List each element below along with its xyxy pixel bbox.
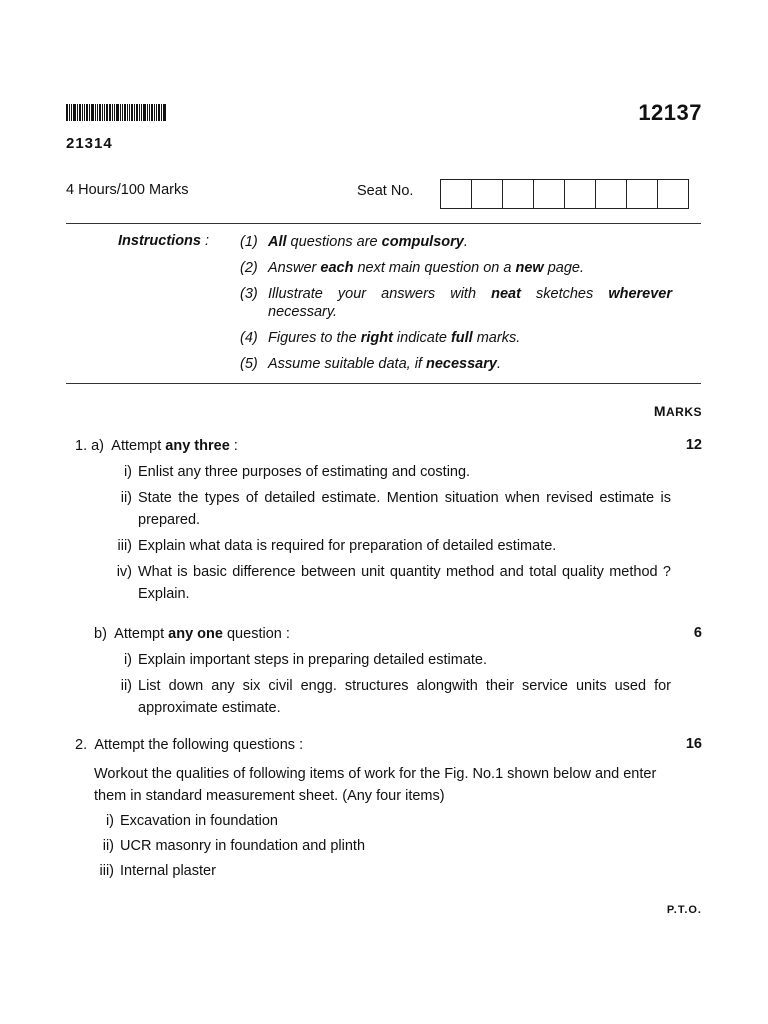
instruction-item	[240, 285, 672, 321]
barcode-bar	[77, 104, 78, 121]
barcode-bar	[102, 104, 103, 121]
sub-question	[110, 675, 671, 719]
sub-question	[110, 487, 671, 531]
text-run: marks.	[472, 330, 521, 346]
barcode-bar	[109, 104, 111, 121]
sub-question	[92, 835, 652, 857]
barcode-bar	[139, 104, 140, 121]
barcode-bar	[163, 104, 166, 121]
sub-question	[110, 561, 671, 605]
sub-question-number: ii)	[120, 490, 132, 506]
sub-question-number: i)	[105, 813, 114, 829]
seat-box[interactable]	[503, 179, 534, 209]
barcode-bar	[134, 104, 135, 121]
sub-question-text: Enlist any three purposes of estimating and costing.	[138, 464, 471, 480]
instruction-text	[268, 233, 672, 251]
sub-question-text: UCR masonry in foundation and plinth	[120, 838, 366, 854]
instruction-number: (4)	[240, 330, 258, 346]
text-run: Figures to the	[268, 330, 361, 346]
instruction-number: (3)	[240, 286, 258, 302]
marks-q1a: 12	[685, 437, 702, 453]
barcode-bar	[129, 104, 130, 121]
divider	[66, 383, 701, 384]
emphasis: new	[515, 260, 544, 276]
barcode-bar	[141, 104, 142, 121]
instructions-list	[240, 233, 672, 381]
sub-question-text: Internal plaster	[120, 863, 216, 879]
sub-question-text: Explain what data is required for preparation of detailed estimate.	[138, 538, 557, 554]
text-run: sketches	[520, 286, 609, 302]
text-run: Illustrate your answers with	[268, 286, 492, 302]
seat-box[interactable]	[441, 179, 472, 209]
sub-question-number: ii)	[120, 678, 132, 694]
divider	[66, 223, 701, 224]
instruction-item	[240, 355, 672, 373]
text-run: necessary.	[268, 304, 338, 320]
sub-question-text: Explain important steps in preparing detailed estimate.	[138, 652, 487, 668]
barcode-bar	[69, 104, 70, 121]
barcode-bar	[116, 104, 119, 121]
seat-number-boxes[interactable]	[440, 179, 689, 209]
instruction-text	[268, 285, 672, 321]
barcode-bar	[131, 104, 133, 121]
emphasis: compulsory	[381, 234, 464, 250]
sub-question-number: iv)	[116, 564, 132, 580]
emphasis: full	[450, 330, 473, 346]
emphasis: wherever	[608, 286, 673, 302]
barcode-bar	[79, 104, 81, 121]
text-run: questions are	[286, 234, 382, 250]
sub-question	[92, 810, 652, 832]
barcode-bar	[91, 104, 94, 121]
text-run: .	[463, 234, 468, 250]
barcode-bar	[95, 104, 96, 121]
sub-question-number: ii)	[102, 838, 114, 854]
seat-box[interactable]	[565, 179, 596, 209]
pto-label: P.T.O.	[666, 904, 702, 916]
instruction-number: (2)	[240, 260, 258, 276]
sub-question-text: Excavation in foundation	[120, 813, 278, 829]
seat-box[interactable]	[627, 179, 658, 209]
barcode-bar	[161, 104, 162, 121]
instruction-text	[268, 355, 672, 373]
question-2-body: Workout the qualities of following items of work for the Fig. No.1 shown below and enter them in standard measurement sheet. (Any four items)	[94, 766, 657, 804]
question-1b: b) Attempt any one question :	[94, 626, 290, 642]
text-run: Answer	[268, 260, 321, 276]
barcode-bar	[151, 104, 153, 121]
seat-box[interactable]	[472, 179, 503, 209]
barcode-bar	[147, 104, 148, 121]
text-run: .	[496, 356, 501, 372]
sub-question-text: State the types of detailed estimate. Mention situation when revised estimate is prepared.	[138, 490, 671, 528]
barcode-bar	[86, 104, 88, 121]
seat-label: Seat No.	[357, 183, 414, 199]
sub-question-text: What is basic difference between unit quantity method and total quality method ? Explain.	[138, 564, 671, 602]
instruction-number: (1)	[240, 234, 258, 250]
text-run: page.	[543, 260, 585, 276]
seat-box[interactable]	[658, 179, 689, 209]
subject-code: 21314	[66, 135, 113, 152]
barcode-bar	[84, 104, 85, 121]
question-1b-items	[110, 649, 671, 723]
instructions-label: Instructions :	[118, 233, 210, 249]
sub-question-number: i)	[123, 652, 132, 668]
barcode-bar	[104, 104, 105, 121]
barcode-bar	[154, 104, 155, 121]
sub-question-number: iii)	[117, 538, 132, 554]
duration-marks: 4 Hours/100 Marks	[66, 182, 189, 198]
emphasis: necessary	[425, 356, 497, 372]
sub-question	[92, 860, 652, 882]
barcode	[66, 104, 169, 121]
sub-question	[110, 649, 671, 671]
seat-box[interactable]	[596, 179, 627, 209]
emphasis: right	[360, 330, 393, 346]
instruction-text	[268, 329, 672, 347]
barcode-bar	[97, 104, 98, 121]
barcode-bar	[114, 104, 115, 121]
barcode-bar	[149, 104, 150, 121]
barcode-bar	[158, 104, 160, 121]
emphasis: All	[268, 234, 287, 250]
marks-q2: 16	[685, 736, 702, 752]
seat-box[interactable]	[534, 179, 565, 209]
barcode-bar	[136, 104, 138, 121]
emphasis: each	[320, 260, 354, 276]
question-1a: 1. a) Attempt any three :	[75, 438, 238, 454]
instruction-item	[240, 259, 672, 277]
instruction-text	[268, 259, 672, 277]
barcode-bar	[120, 104, 121, 121]
barcode-bar	[122, 104, 123, 121]
barcode-bar	[156, 104, 157, 121]
barcode-bar	[124, 104, 126, 121]
text-run: Assume suitable data, if	[268, 356, 426, 372]
paper-code: 12137	[638, 100, 702, 125]
instruction-number: (5)	[240, 356, 258, 372]
marks-q1b: 6	[693, 625, 702, 641]
instruction-item	[240, 233, 672, 251]
sub-question-text: List down any six civil engg. structures alongwith their service units used for approximate estimate.	[138, 678, 671, 716]
emphasis: neat	[491, 286, 521, 302]
barcode-bar	[71, 104, 72, 121]
barcode-bar	[82, 104, 83, 121]
sub-question	[110, 461, 671, 483]
question-1a-items	[110, 461, 671, 609]
barcode-bar	[127, 104, 128, 121]
barcode-bar	[112, 104, 113, 121]
barcode-bar	[99, 104, 101, 121]
instruction-item	[240, 329, 672, 347]
sub-question-number: iii)	[99, 863, 114, 879]
barcode-bar	[73, 104, 76, 121]
barcode-bar	[89, 104, 90, 121]
marks-heading: MARKS	[653, 403, 702, 419]
text-run: indicate	[392, 330, 451, 346]
sub-question-number: i)	[123, 464, 132, 480]
barcode-bar	[143, 104, 146, 121]
sub-question	[110, 535, 671, 557]
question-2-items	[92, 810, 652, 885]
text-run: next main question on a	[353, 260, 516, 276]
barcode-bar	[66, 104, 68, 121]
barcode-bar	[106, 104, 108, 121]
question-2: 2. Attempt the following questions :	[75, 737, 304, 753]
